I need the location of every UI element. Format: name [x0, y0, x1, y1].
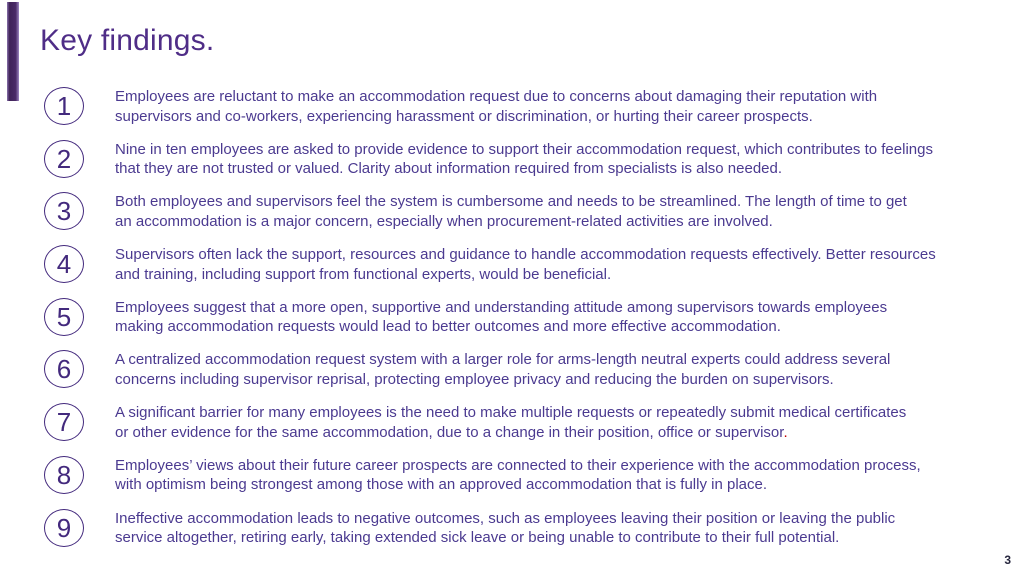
finding-number-circle: [44, 298, 84, 336]
finding-text: [115, 509, 895, 548]
finding-line-1: Ineffective accommodation leads to negative outcomes, such as employees leaving their position or leaving the public: [115, 509, 896, 527]
finding-number-circle: [44, 350, 84, 388]
finding-line-2: an accommodation is a major concern, especially when procurement-related activities are involved.: [115, 212, 773, 230]
finding-item-4: [44, 245, 1014, 284]
finding-number-circle: [44, 87, 84, 125]
finding-number: 2: [56, 143, 72, 174]
finding-text: [115, 140, 933, 179]
accent-bar: [7, 2, 19, 101]
finding-text: [115, 403, 906, 442]
finding-item-9: [44, 509, 1014, 548]
finding-number: 3: [56, 196, 72, 227]
finding-text: [115, 192, 907, 231]
finding-line-2: making accommodation requests would lead to better outcomes and more effective accommodation.: [115, 318, 781, 336]
finding-number-circle: [44, 403, 84, 441]
finding-number: 5: [56, 301, 72, 332]
finding-line-2: with optimism being strongest among those with an approved accommodation that is fully in place.: [115, 476, 768, 494]
finding-item-5: [44, 298, 1014, 337]
finding-line-1: Employees are reluctant to make an accommodation request due to concerns about damaging their reputation with: [115, 88, 878, 105]
finding-number: 8: [56, 459, 72, 490]
finding-line-1: A centralized accommodation request system with a larger role for arms-length neutral experts could address several: [115, 351, 891, 369]
finding-item-6: [44, 350, 1014, 389]
finding-number: 6: [56, 354, 72, 385]
finding-item-7: [44, 403, 1014, 442]
finding-line-1: A significant barrier for many employees is the need to make multiple requests or repeatedly submit medical certificates: [115, 404, 907, 422]
finding-line-1: Employees’ views about their future career prospects are connected to their experience with the accommodation process,: [115, 456, 921, 474]
finding-number: 4: [56, 249, 72, 280]
finding-line-2: service altogether, retiring early, taking extended sick leave or being unable to contribute to their full potential.: [115, 529, 840, 547]
finding-text: [115, 87, 877, 126]
finding-number-circle: [44, 192, 84, 230]
page-number: 3: [1004, 553, 1011, 567]
finding-number: 7: [56, 407, 72, 438]
finding-number: 9: [56, 512, 72, 543]
finding-text: [115, 350, 890, 389]
finding-number-circle: [44, 456, 84, 494]
finding-line-1: Both employees and supervisors feel the system is cumbersome and needs to be streamlined. The length of time to get: [115, 193, 907, 211]
finding-item-8: [44, 456, 1014, 495]
finding-line-2: concerns including supervisor reprisal, protecting employee privacy and reducing the burden on supervisors.: [115, 371, 834, 389]
finding-item-3: [44, 192, 1014, 231]
findings-list: [44, 87, 1014, 548]
finding-line-2: supervisors and co-workers, experiencing harassment or discrimination, or hurting their career prospects.: [115, 107, 813, 125]
finding-number-circle: [44, 245, 84, 283]
finding-item-2: [44, 140, 1014, 179]
finding-number-circle: [44, 140, 84, 178]
finding-number: 1: [56, 91, 72, 121]
finding-line-1: Supervisors often lack the support, resources and guidance to handle accommodation requests effectively. Better resources: [115, 246, 936, 264]
finding-number-circle: [44, 509, 84, 547]
finding-tail-red-period: .: [783, 423, 788, 441]
finding-text: [115, 245, 936, 284]
finding-line-2: that they are not trusted or valued. Clarity about information required from specialists is also needed.: [115, 160, 783, 178]
finding-line-1: Employees suggest that a more open, supportive and understanding attitude among supervisors towards employees: [115, 298, 888, 316]
finding-item-1: [44, 87, 1014, 126]
finding-text: [115, 298, 887, 337]
finding-text: [115, 456, 921, 495]
page-title: Key findings.: [40, 24, 215, 57]
finding-line-2: or other evidence for the same accommodation, due to a change in their position, office or supervisor: [115, 423, 784, 441]
finding-line-2: and training, including support from functional experts, would be beneficial.: [115, 265, 612, 283]
finding-line-1: Nine in ten employees are asked to provide evidence to support their accommodation request, which contributes to feelings: [115, 140, 933, 158]
